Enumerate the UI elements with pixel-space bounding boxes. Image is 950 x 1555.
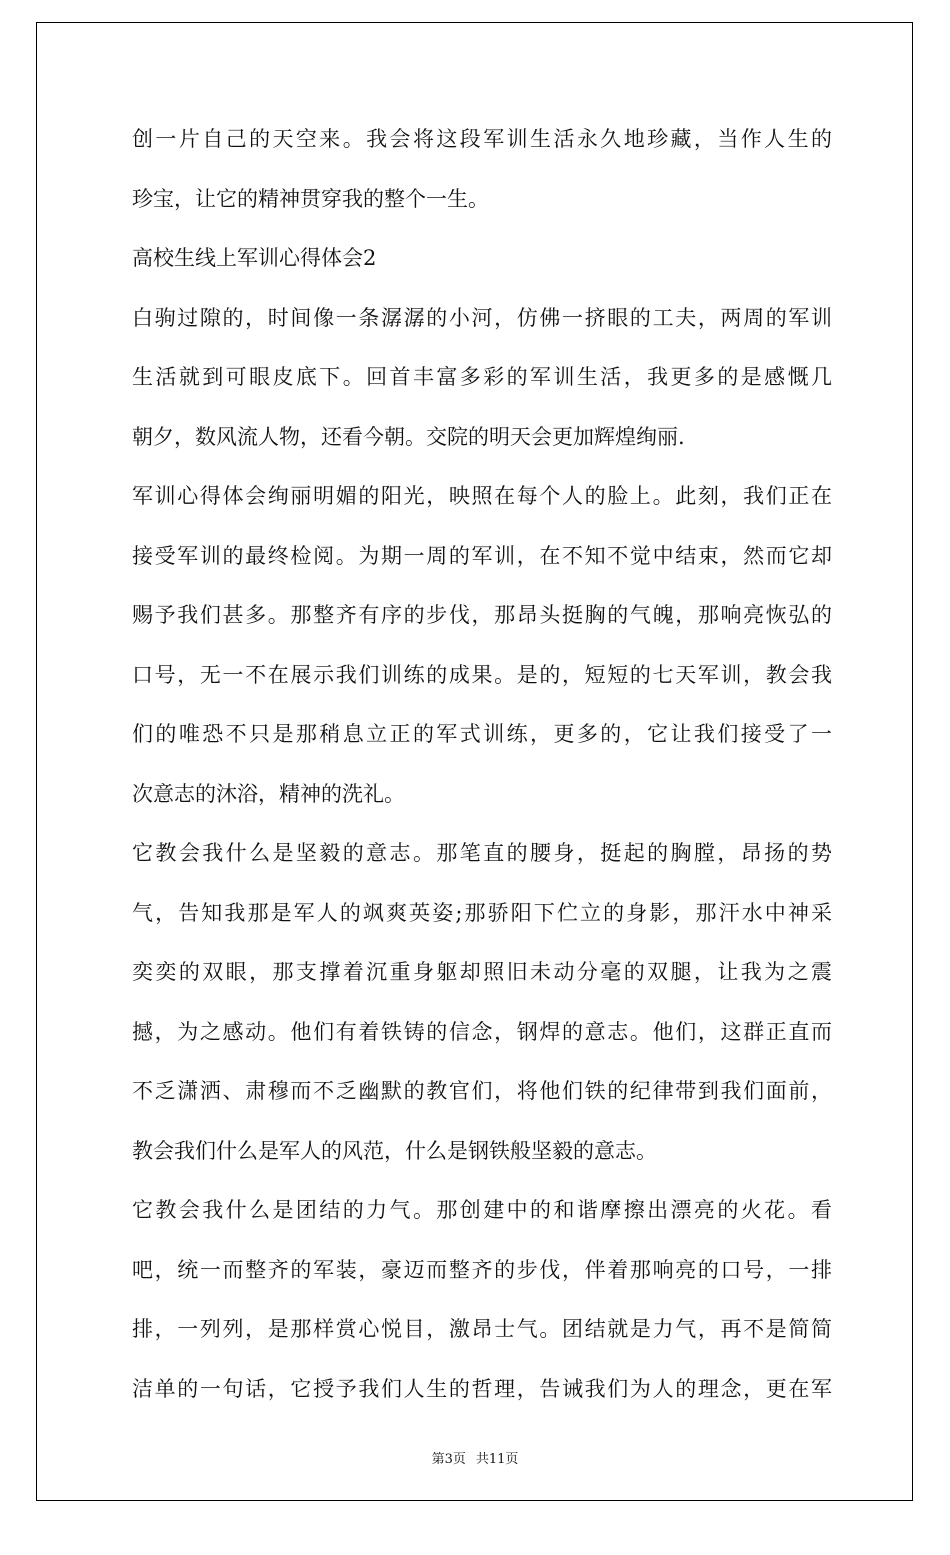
text-line: 创一片自己的天空来。我会将这段军训生活永久地珍藏，当作人生的 — [132, 127, 832, 151]
text-line: 它教会我什么是团结的力气。那创建中的和谐摩擦出漂亮的火花。看 — [132, 1198, 832, 1222]
text-line: 吧，统一而整齐的军装，豪迈而整齐的步伐，伴着那响亮的口号，一排 — [132, 1257, 832, 1282]
text-line: 白驹过隙的，时间像一条潺潺的小河，仿佛一挤眼的工夫，两周的军训 — [132, 305, 832, 330]
text-line: 奕奕的双眼，那支撑着沉重身躯却照旧未动分毫的双腿，让我为之震 — [132, 960, 832, 984]
page-footer — [0, 1448, 950, 1467]
text-line: 接受军训的最终检阅。为期一周的军训，在不知不觉中结束，然而它却 — [132, 543, 832, 568]
section-heading: 高校生线上军训心得体会2 — [132, 246, 377, 270]
document-body — [132, 110, 832, 1419]
page-total: 共11页 — [475, 1452, 519, 1467]
text-line: 教会我们什么是军人的风范，什么是钢铁般坚毅的意志。 — [132, 1138, 657, 1163]
text-line: 它教会我什么是坚毅的意志。那笔直的腰身，挺起的胸膛，昂扬的势 — [132, 841, 832, 865]
text-line: 朝夕，数风流人物，还看今朝。交院的明天会更加辉煌绚丽. — [132, 424, 685, 449]
text-line: 口号，无一不在展示我们训练的成果。是的，短短的七天军训，教会我 — [132, 662, 832, 687]
text-line: 军训心得体会绚丽明媚的阳光，映照在每个人的脸上。此刻，我们正在 — [132, 484, 832, 508]
text-line: 们的唯恐不只是那稍息立正的军式训练，更多的，它让我们接受了一 — [132, 722, 832, 746]
text-line: 洁单的一句话，它授予我们人生的哲理，告诫我们为人的理念，更在军 — [132, 1376, 832, 1401]
text-line: 撼，为之感动。他们有着铁铸的信念，钢焊的意志。他们，这群正直而 — [132, 1019, 832, 1044]
text-line: 珍宝，让它的精神贯穿我的整个一生。 — [132, 186, 489, 211]
text-line: 赐予我们甚多。那整齐有序的步伐，那昂头挺胸的气魄，那响亮恢弘的 — [132, 603, 832, 627]
text-line: 生活就到可眼皮底下。回首丰富多彩的军训生活，我更多的是感慨几 — [132, 365, 832, 389]
text-line: 气，告知我那是军人的飒爽英姿;那骄阳下伫立的身影，那汗水中神采 — [132, 900, 832, 925]
page-number: 第3页 — [431, 1452, 466, 1467]
text-line: 次意志的沐浴，精神的洗礼。 — [132, 781, 405, 806]
text-line: 不乏潇洒、肃穆而不乏幽默的教官们，将他们铁的纪律带到我们面前， — [132, 1079, 832, 1103]
text-line: 排，一列列，是那样赏心悦目，激昂士气。团结就是力气，再不是简简 — [132, 1317, 832, 1341]
